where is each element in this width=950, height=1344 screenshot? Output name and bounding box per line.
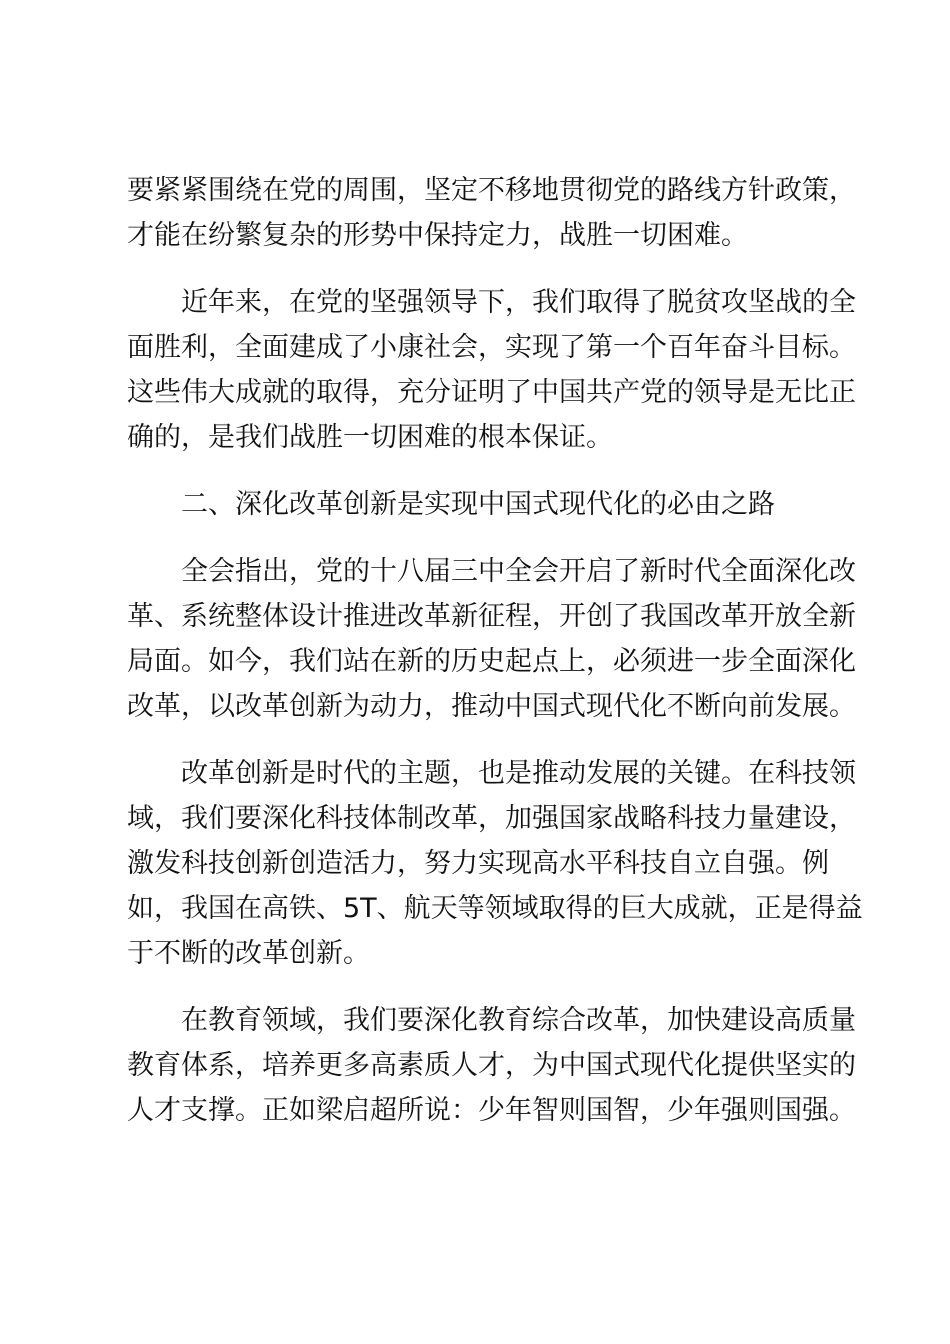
- text-line: 局面。如今，我们站在新的历史起点上，必须进一步全面深化: [127, 646, 856, 677]
- paragraph-3: [127, 549, 856, 729]
- text-line: 教育体系，培养更多高素质人才，为中国式现代化提供坚实的: [127, 1050, 856, 1081]
- text-line: 全会指出，党的十八届三中全会开启了新时代全面深化改: [181, 556, 856, 587]
- document-page: [127, 168, 863, 1155]
- text-line: 面胜利，全面建成了小康社会，实现了第一个百年奋斗目标。: [127, 332, 856, 363]
- text-line: 在教育领域，我们要深化教育综合改革，加快建设高质量: [181, 1005, 856, 1036]
- text-line: 改革创新是时代的主题，也是推动发展的关键。在科技领: [181, 758, 856, 789]
- paragraph-5: [127, 998, 856, 1133]
- paragraph-2: [127, 280, 856, 460]
- paragraph-1: [127, 168, 856, 258]
- text-line: 这些伟大成就的取得，充分证明了中国共产党的领导是无比正: [127, 377, 856, 408]
- text-line: 近年来，在党的坚强领导下，我们取得了脱贫攻坚战的全: [181, 287, 856, 318]
- text-line: 人才支撑。正如梁启超所说：少年智则国智，少年强则国强。: [127, 1095, 856, 1126]
- heading-line: 二、深化改革创新是实现中国式现代化的必由之路: [181, 489, 775, 520]
- paragraph-4: [127, 751, 863, 976]
- text-line: 才能在纷繁复杂的形势中保持定力，战胜一切困难。: [127, 220, 748, 251]
- text-line: 激发科技创新创造活力，努力实现高水平科技自立自强。例: [127, 848, 829, 879]
- text-line: 域，我们要深化科技体制改革，加强国家战略科技力量建设，: [127, 803, 856, 834]
- text-line: 于不断的改革创新。: [127, 938, 370, 969]
- text-line: 如，我国在高铁、5T、航天等领域取得的巨大成就，正是得益: [127, 893, 863, 924]
- text-line: 确的，是我们战胜一切困难的根本保证。: [127, 422, 613, 453]
- text-line: 改革，以改革创新为动力，推动中国式现代化不断向前发展。: [127, 691, 856, 722]
- section-heading: [127, 482, 835, 527]
- text-line: 要紧紧围绕在党的周围，坚定不移地贯彻党的路线方针政策，: [127, 175, 856, 206]
- text-line: 革、系统整体设计推进改革新征程，开创了我国改革开放全新: [127, 601, 856, 632]
